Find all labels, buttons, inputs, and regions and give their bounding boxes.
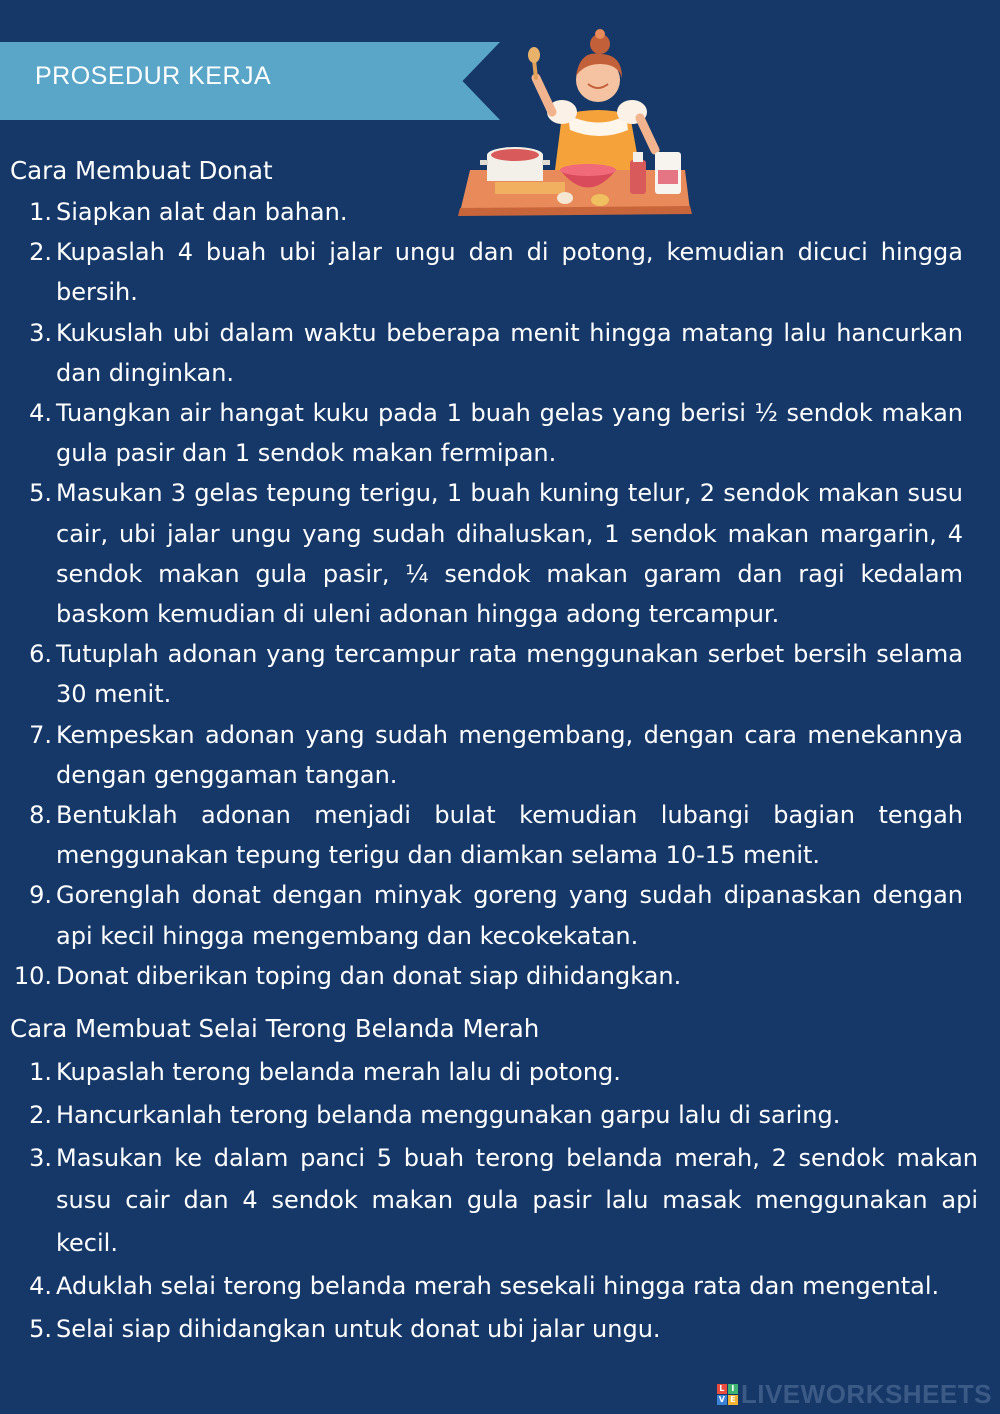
list-item (0, 1094, 978, 1137)
list-item (0, 192, 963, 232)
list-item (0, 393, 963, 473)
list-number: 8. (29, 801, 52, 830)
liveworksheets-logo-icon (717, 1384, 738, 1405)
list-text: Masukan ke dalam panci 5 buah terong belanda merah, 2 sendok makan susu cair dan 4 sendok makan gula pasir lalu masak menggunakan api kecil. (56, 1143, 978, 1258)
list-item (0, 1051, 978, 1094)
list-item (0, 875, 963, 955)
list-number: 5. (29, 479, 52, 508)
list-number: 9. (29, 881, 52, 910)
chef-girl-cooking-illustration-icon (450, 20, 700, 220)
list-number: 3. (29, 1143, 52, 1172)
list-number: 6. (29, 640, 52, 669)
watermark-text: LIVEWORKSHEETS (740, 1379, 992, 1409)
list-text: Kukuslah ubi dalam waktu beberapa menit hingga matang lalu hancurkan dan dinginkan. (56, 318, 963, 387)
list-number: 1. (29, 1058, 52, 1086)
list-text: Hancurkanlah terong belanda menggunakan garpu lalu di saring. (56, 1100, 841, 1129)
section-title-donat: Cara Membuat Donat (10, 156, 273, 185)
list-item (0, 715, 963, 795)
list-text: Siapkan alat dan bahan. (56, 198, 348, 226)
watermark (717, 1379, 992, 1410)
section-title-selai: Cara Membuat Selai Terong Belanda Merah (10, 1014, 540, 1043)
list-number: 7. (29, 720, 52, 749)
list-text: Aduklah selai terong belanda merah sesekali hingga rata dan mengental. (56, 1271, 940, 1300)
list-text: Kupaslah 4 buah ubi jalar ungu dan di potong, kemudian dicuci hingga bersih. (56, 238, 963, 307)
logo-letter: E (728, 1395, 738, 1405)
list-text: Gorenglah donat dengan minyak goreng yang sudah dipanaskan dengan api kecil hingga mengembang dan kecokekatan. (56, 881, 963, 950)
list-item (0, 232, 963, 312)
list-item (0, 473, 963, 634)
selai-steps-list (0, 1051, 978, 1351)
logo-letter: I (728, 1384, 738, 1394)
list-item (0, 1265, 978, 1308)
list-number: 10. (13, 961, 52, 990)
list-text: Kupaslah terong belanda merah lalu di potong. (56, 1058, 621, 1086)
list-text: Selai siap dihidangkan untuk donat ubi jalar ungu. (56, 1314, 661, 1343)
list-text: Bentuklah adonan menjadi bulat kemudian lubangi bagian tengah menggunakan tepung terigu dan diamkan selama 10-15 menit. (56, 801, 963, 870)
list-item (0, 1308, 978, 1351)
list-text: Donat diberikan toping dan donat siap dihidangkan. (56, 961, 682, 990)
list-item (0, 956, 963, 996)
list-text: Tutuplah adonan yang tercampur rata menggunakan serbet bersih selama 30 menit. (56, 640, 963, 709)
list-text: Tuangkan air hangat kuku pada 1 buah gelas yang berisi ½ sendok makan gula pasir dan 1 sendok makan fermipan. (56, 399, 963, 468)
list-number: 4. (29, 1271, 52, 1300)
list-number: 3. (29, 318, 52, 347)
list-number: 5. (29, 1314, 52, 1343)
logo-letter: V (718, 1395, 725, 1404)
page-title: PROSEDUR KERJA (35, 62, 272, 90)
list-item (0, 1137, 978, 1265)
donat-steps-list (0, 192, 963, 996)
list-item (0, 634, 963, 714)
list-text: Kempeskan adonan yang sudah mengembang, dengan cara menekannya dengan genggaman tangan. (56, 720, 963, 789)
list-number: 1. (29, 198, 52, 226)
logo-letter: L (717, 1384, 727, 1394)
list-item (0, 313, 963, 393)
list-number: 4. (29, 399, 52, 428)
list-item (0, 795, 963, 875)
list-number: 2. (29, 238, 52, 267)
list-number: 2. (29, 1100, 52, 1129)
list-text: Masukan 3 gelas tepung terigu, 1 buah kuning telur, 2 sendok makan susu cair, ubi jalar ungu yang sudah dihaluskan, 1 sendok makan margarin, 4 sendok makan gula pasir, ¼ sendok makan garam dan ragi kedalam baskom kemudian di uleni adonan hingga adong tercampur. (56, 479, 963, 629)
